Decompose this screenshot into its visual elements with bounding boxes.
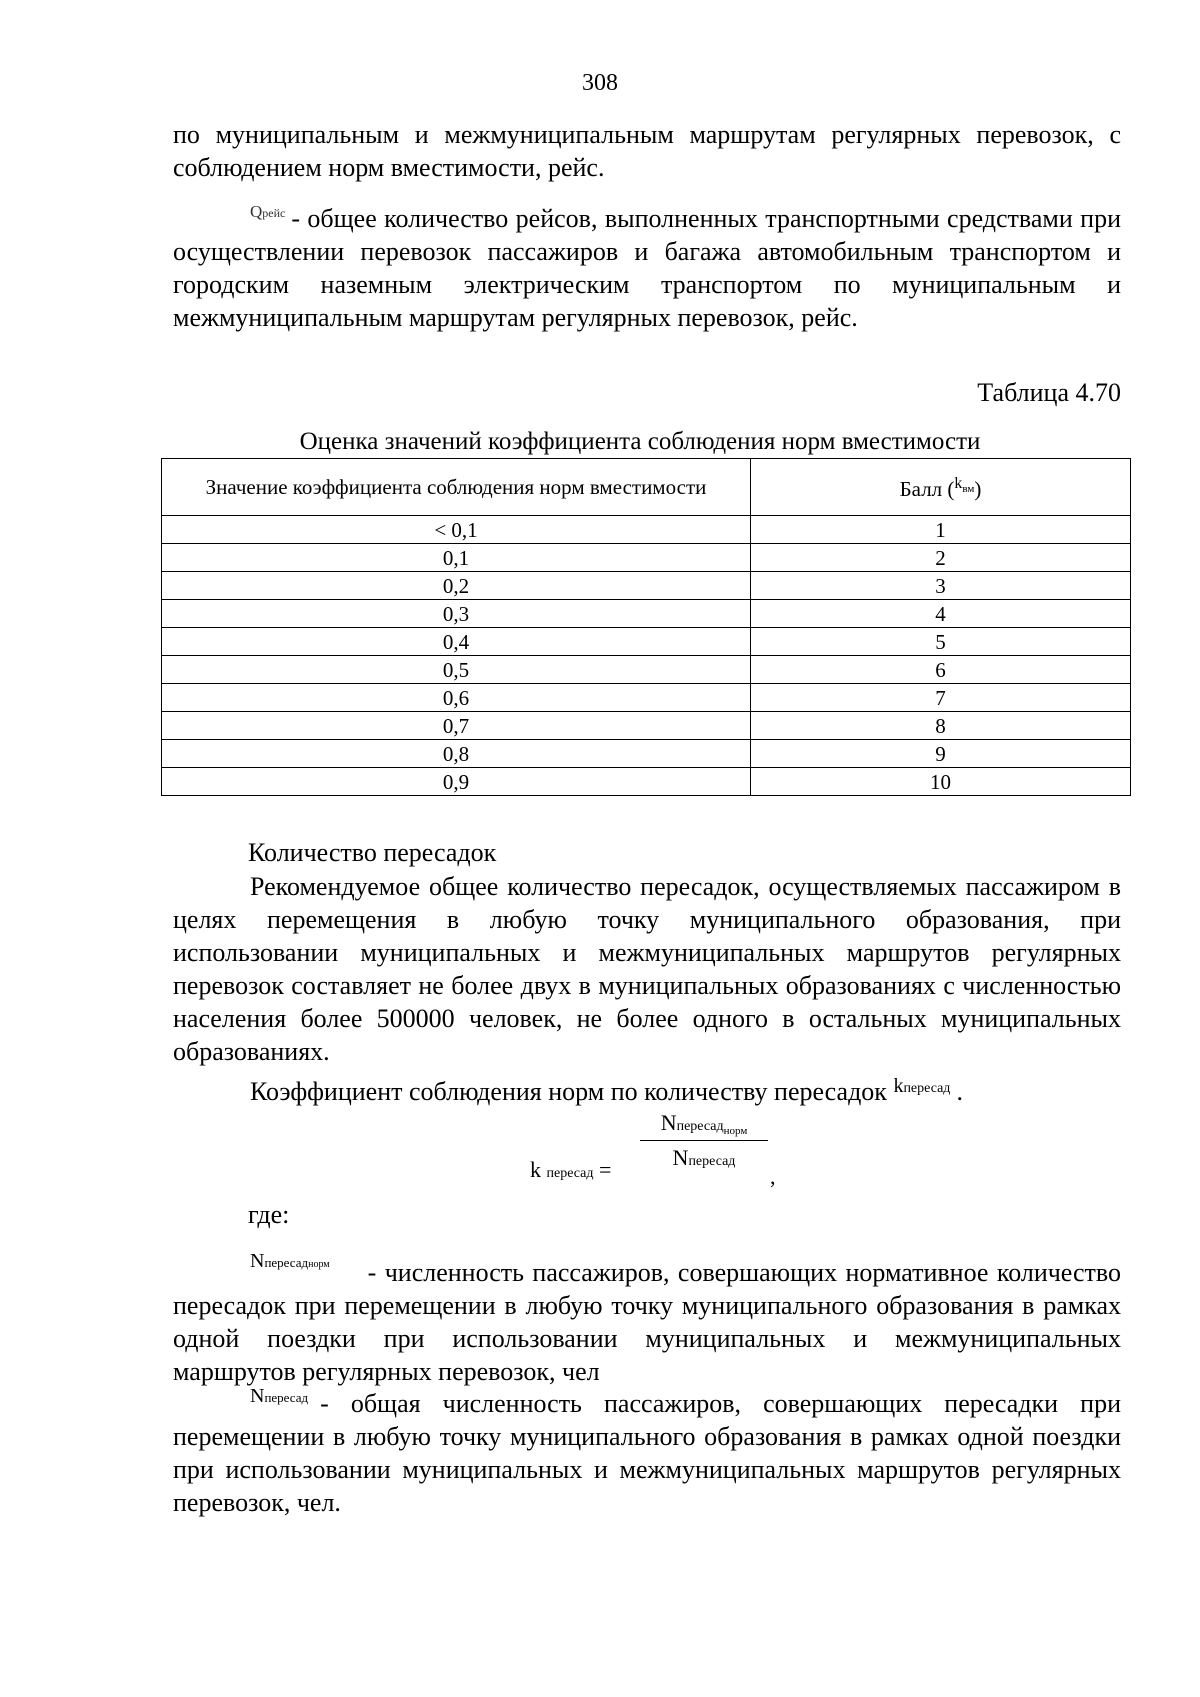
transfers-text: Рекомендуемое общее количество пересадок, осуществляемых пассажиром в целях перемещения в любую точку муниципального образования, при использовании муниципальных и межмуниципальных маршрутов регулярных перевозок составляет не более двух в муниципальных образованиях с численностью населения более 500000 человек, не более одного в остальных муниципальных образованиях. <box>173 872 1121 1066</box>
table-row: 0,5 6 <box>162 656 1131 684</box>
table-row: 0,4 5 <box>162 628 1131 656</box>
paragraph-continuation: по муниципальным и межмуниципальным маршрутам регулярных перевозок, с соблюдением норм вместимости, рейс. <box>173 120 1121 182</box>
def-total-transfers-text: - общая численность пассажиров, совершающих пересадки при перемещении в любую точку муниципального образования в рамках одной поездки при использовании муниципальных и межмуниципальных маршрутов регулярных перевозок, чел. <box>173 1389 1121 1517</box>
table-row: 0,1 2 <box>162 544 1131 572</box>
qreys-definition-text: - общее количество рейсов, выполненных транспортными средствами при осуществлении перевозок пассажиров и багажа автомобильным транспортом и городским наземным электрическим транспортом по муниципальным и межмуниципальным маршрутам регулярных перевозок, рейс. <box>173 204 1121 332</box>
qreys-symbol: Qрейс <box>250 202 286 221</box>
table-row: 0,7 8 <box>162 712 1131 740</box>
paragraph-coefficient-intro: Коэффициент соблюдения норм по количеству пересадок $^{kпересад}$ . <box>250 1075 963 1106</box>
kvm-symbol: kвм <box>954 475 975 496</box>
paragraph-def-total-transfers <box>173 1380 1121 1519</box>
page-number: 308 <box>582 70 618 96</box>
table-row: 0,2 3 <box>162 572 1131 600</box>
table-title: Оценка значений коэффициента соблюдения норм вместимости <box>299 428 981 455</box>
formula-comma: , <box>770 1164 776 1189</box>
section-heading: Количество пересадок <box>248 838 497 867</box>
formula-numerator: Nпересаднорм <box>640 1110 768 1141</box>
paragraph-qreys-definition <box>173 195 1121 334</box>
col-header-coefficient: Значение коэффициента соблюдения норм вместимости <box>162 459 751 516</box>
formula-fraction <box>640 1110 768 1171</box>
n-peresad-symbol: Nпересад <box>250 1385 309 1407</box>
table-row: < 0,1 1 <box>162 516 1131 544</box>
table-row: 0,9 10 <box>162 768 1131 796</box>
def-norm-transfers-text: - численность пассажиров, совершающих нормативное количество пересадок при перемещении в любую точку муниципального образования в рамках одной поездки при использовании муниципальных и межмуниципальных маршрутов регулярных перевозок, чел <box>173 1258 1121 1386</box>
coefficient-intro-text: Коэффициент соблюдения норм по количеству пересадок <box>250 1077 887 1106</box>
table-row: 0,6 7 <box>162 684 1131 712</box>
table-row: 0,3 4 <box>162 600 1131 628</box>
k-peresad-symbol: kпересад <box>893 1075 951 1097</box>
paragraph-transfers <box>173 870 1121 1068</box>
table-label: Таблица 4.70 <box>977 378 1121 407</box>
table-header-row <box>162 459 1131 516</box>
formula-lhs: k пересад = <box>530 1157 612 1182</box>
where-label: где: <box>248 1200 290 1229</box>
paragraph-def-norm-transfers <box>173 1245 1121 1388</box>
n-peresad-norm-symbol: Nпересаднорм <box>250 1250 330 1272</box>
capacity-score-table <box>161 458 1131 796</box>
col-header-score: Балл ($^{k_{вм}}$) <box>751 459 1131 516</box>
table-row: 0,8 9 <box>162 740 1131 768</box>
formula-denominator: Nпересад <box>672 1145 736 1170</box>
